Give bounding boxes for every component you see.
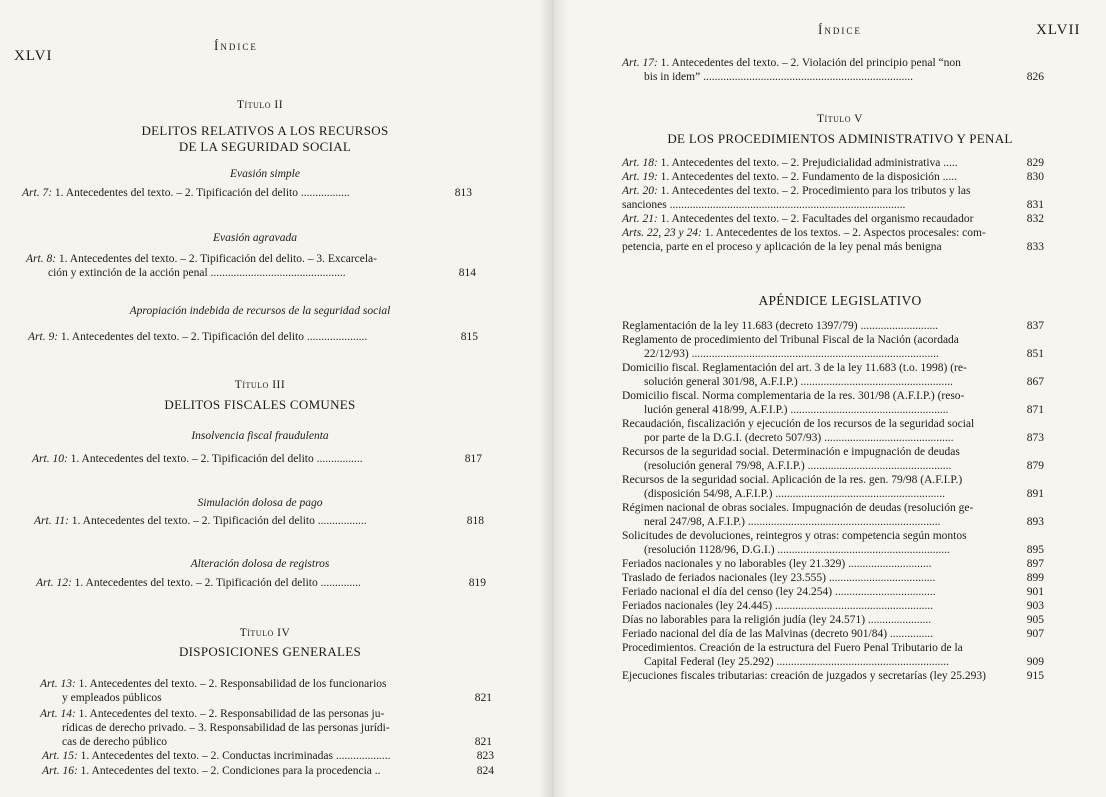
titulo-ii-heading: DELITOS RELATIVOS A LOS RECURSOS DE LA SEGURIDAD SOCIAL (141, 123, 389, 154)
apendice-entry-cont (622, 431, 1044, 445)
apendice-entry-text: (disposición 54/98, A.F.I.P.) ........................................................... (644, 488, 945, 500)
page-ref: 903 (1026, 600, 1044, 612)
insolvencia-subheading: Insolvencia fiscal fraudulenta (191, 430, 329, 442)
apendice-entry-text: Feriados nacionales (ley 24.445) ....................................................... (622, 600, 934, 612)
titulo-iii-label: Título III (234, 379, 286, 391)
apendice-entry (622, 319, 1044, 333)
titulo-v-heading: DE LOS PROCEDIMIENTOS ADMINISTRATIVO Y PENAL (667, 131, 1013, 146)
apendice-entry (622, 669, 1044, 683)
running-head-right: Índice (818, 22, 862, 37)
page-ref: 824 (476, 765, 494, 777)
page-ref: 826 (1026, 71, 1044, 83)
apendice-entry-text: Días no laborables para la religión judía (ley 24.571) ...................... (622, 614, 932, 626)
apendice-entry (622, 333, 1044, 347)
apendice-entry (622, 501, 1044, 515)
apendice-entry (622, 445, 1044, 459)
page-ref: 915 (1026, 670, 1044, 682)
evasion-simple-subheading: Evasión simple (230, 168, 300, 180)
apendice-list (622, 319, 1044, 683)
apendice-entry-cont (622, 515, 1044, 529)
page-ref: 905 (1026, 614, 1044, 626)
page-ref: 821 (474, 736, 492, 748)
page-ref: 814 (458, 267, 476, 279)
apendice-entry (622, 389, 1044, 403)
page-ref: 821 (474, 692, 492, 704)
titulo-ii-label: Título II (236, 99, 284, 111)
apendice-entry-text: (resolución general 79/98, A.F.I.P.) .................................................. (644, 460, 952, 472)
apendice-entry-text: (resolución 1128/96, D.G.I.) ............................................................ (644, 544, 950, 556)
apendice-entry (622, 585, 1044, 599)
page-number-left: XLVI (14, 48, 53, 64)
page-ref: 830 (1026, 171, 1044, 183)
page-ref: 897 (1026, 558, 1044, 570)
apendice-entry-text: Feriado nacional del día de las Malvinas (decreto 901/84) ............... (622, 628, 934, 640)
toc-entry-art-9: Art. 9: 1. Antecedentes del texto. – 2. Tipificación del delito ..................... 815 (28, 331, 478, 343)
apendice-entry-text: solución general 301/98, A.F.I.P.) ..................................................... (644, 376, 953, 388)
apendice-entry-text: Recaudación, fiscalización y ejecución de los recursos de la seguridad social (622, 418, 975, 430)
apendice-entry (622, 473, 1044, 487)
titulo-v-label: Título V (817, 113, 863, 125)
apendice-entry (622, 613, 1044, 627)
page-ref: 871 (1026, 404, 1044, 416)
toc-entry-art-7: Art. 7: 1. Antecedentes del texto. – 2. Tipificación del delito ................. 813 (22, 187, 472, 199)
toc-entry-art-12: Art. 12: 1. Antecedentes del texto. – 2. Tipificación del delito .............. 819 (36, 577, 486, 589)
apendice-entry-cont (622, 375, 1044, 389)
page-ref: 832 (1026, 213, 1044, 225)
apendice-entry-text: Reglamento de procedimiento del Tribunal Fiscal de la Nación (acordada (622, 334, 959, 346)
page-number-right: XLVII (1036, 22, 1081, 38)
toc-entry-art-8: Art. 8: 1. Antecedentes del texto. – 2. Tipificación del delito. – 3. Excarcela- ción y extinción de la acción penal ............................................... 814 (26, 253, 476, 279)
running-head-left: Índice (214, 38, 258, 53)
apendice-entry (622, 599, 1044, 613)
page-ref: 879 (1026, 460, 1044, 472)
apendice-entry-cont (622, 655, 1044, 669)
toc-entry-art-13: Art. 13: 1. Antecedentes del texto. – 2. Responsabilidad de los funcionarios y empleados públicos 821 (40, 678, 492, 704)
titulo-iii-heading: DELITOS FISCALES COMUNES (164, 397, 356, 412)
apendice-entry-cont (622, 543, 1044, 557)
page-ref: 899 (1026, 572, 1044, 584)
procedimientos-list (622, 156, 1044, 254)
page-ref: 895 (1026, 544, 1044, 556)
apendice-entry-text: Domicilio fiscal. Reglamentación del art. 3 de la ley 11.683 (t.o. 1998) (re- (622, 362, 967, 374)
page-ref: 823 (476, 750, 494, 762)
apendice-entry-cont (622, 347, 1044, 361)
titulo-iv-label: Título IV (239, 627, 291, 639)
simulacion-subheading: Simulación dolosa de pago (197, 497, 323, 509)
page-ref: 831 (1026, 199, 1044, 211)
apendice-entry (622, 417, 1044, 431)
toc-entry-art-19: Art. 19: 1. Antecedentes del texto. – 2. Fundamento de la disposición ..... 830 (622, 171, 1044, 183)
apendice-entry-text: Domicilio fiscal. Norma complementaria de la res. 301/98 (A.F.I.P.) (reso- (622, 390, 965, 402)
toc-entry-art-14: Art. 14: 1. Antecedentes del texto. – 2. Responsabilidad de las personas ju- rídicas de derecho privado. – 3. Responsabilidad de las personas jurídi- cas de derecho público 821 (40, 708, 492, 748)
apendice-entry-text: Recursos de la seguridad social. Determinación e impugnación de deudas (622, 446, 960, 458)
alteracion-subheading: Alteración dolosa de registros (190, 558, 330, 570)
page-ref: 867 (1026, 376, 1044, 388)
page-ref: 813 (454, 187, 472, 199)
toc-entry-art-18: Art. 18: 1. Antecedentes del texto. – 2. Prejudicialidad administrativa ..... 829 (622, 157, 1044, 169)
toc-entry-art-20: Art. 20: 1. Antecedentes del texto. – 2. Procedimiento para los tributos y las (622, 185, 971, 197)
apendice-heading: APÉNDICE LEGISLATIVO (758, 293, 922, 308)
apendice-entry (622, 557, 1044, 571)
apendice-entry-text: Procedimientos. Creación de la estructura del Fuero Penal Tributario de la (622, 642, 963, 654)
page-ref: 818 (466, 515, 484, 527)
toc-entry-art-16: Art. 16: 1. Antecedentes del texto. – 2. Condiciones para la procedencia .. 824 (42, 765, 494, 777)
toc-entry-arts-22-24: Arts. 22, 23 y 24: 1. Antecedentes de los textos. – 2. Aspectos procesales: com- (622, 227, 986, 239)
page-ref: 815 (460, 331, 478, 343)
apropiacion-subheading: Apropiación indebida de recursos de la seguridad social (129, 305, 391, 317)
apendice-entry (622, 627, 1044, 641)
page-ref: 907 (1026, 628, 1044, 640)
apendice-entry-text: por parte de la D.G.I. (decreto 507/93) ............................................. (644, 432, 954, 444)
page-ref: 873 (1026, 432, 1044, 444)
apendice-entry-text: Feriado nacional el día del censo (ley 24.254) ................................... (622, 586, 936, 598)
apendice-entry-cont (622, 403, 1044, 417)
page-ref: 829 (1026, 157, 1044, 169)
page-ref: 893 (1026, 516, 1044, 528)
apendice-entry-text: Solicitudes de devoluciones, reintegros y otras: competencia según montos (622, 530, 967, 542)
apendice-entry (622, 641, 1044, 655)
page-ref: 837 (1026, 320, 1044, 332)
toc-entry-art-15: Art. 15: 1. Antecedentes del texto. – 2. Conductas incriminadas ................... 823 (42, 750, 494, 762)
page-ref: 901 (1026, 586, 1044, 598)
titulo-iv-heading: DISPOSICIONES GENERALES (178, 644, 362, 659)
page-ref: 851 (1026, 348, 1044, 360)
page-ref: 833 (1026, 241, 1044, 253)
toc-entry-arts-22-24-cont: petencia, parte en el proceso y aplicación de la ley penal más benigna 833 (622, 241, 1044, 253)
apendice-entry-text: lución general 418/99, A.F.I.P.) ....................................................... (644, 404, 949, 416)
apendice-entry-text: Reglamentación de la ley 11.683 (decreto 1397/79) ........................... (622, 320, 939, 332)
apendice-entry-text: Feriados nacionales y no laborables (ley 21.329) ............................. (622, 558, 932, 570)
page-ref: 819 (468, 577, 486, 589)
apendice-entry-text: neral 247/98, A.F.I.P.) ................................................................... (644, 516, 941, 528)
page-ref: 817 (464, 453, 482, 465)
apendice-entry-text: Recursos de la seguridad social. Aplicación de la res. gen. 79/98 (A.F.I.P.) (622, 474, 963, 486)
toc-entry-art-17: Art. 17: 1. Antecedentes del texto. – 2. Violación del principio penal “non bis in idem” ......................................................................... 826 (622, 57, 1044, 83)
toc-entry-art-20-cont: sanciones .................................................................................. 831 (622, 199, 1044, 211)
apendice-entry-cont (622, 459, 1044, 473)
apendice-entry (622, 571, 1044, 585)
apendice-entry-text: Capital Federal (ley 25.292) ............................................................ (644, 656, 950, 668)
page-ref: 909 (1026, 656, 1044, 668)
apendice-entry-text: Ejecuciones fiscales tributarias: creación de juzgados y secretarías (ley 25.293) (622, 670, 987, 682)
apendice-entry-text: Régimen nacional de obras sociales. Impugnación de deudas (resolución ge- (622, 502, 974, 514)
apendice-entry (622, 361, 1044, 375)
apendice-entry-text: Traslado de feriados nacionales (ley 23.555) ..................................... (622, 572, 936, 584)
toc-entry-art-21: Art. 21: 1. Antecedentes del texto. – 2. Facultades del organismo recaudador 832 (622, 213, 1044, 225)
page-ref: 891 (1026, 488, 1044, 500)
toc-entry-art-10: Art. 10: 1. Antecedentes del texto. – 2. Tipificación del delito ................ 817 (32, 453, 482, 465)
apendice-entry (622, 529, 1044, 543)
toc-entry-art-11: Art. 11: 1. Antecedentes del texto. – 2. Tipificación del delito ................. 818 (34, 515, 484, 527)
apendice-entry-cont (622, 487, 1044, 501)
apendice-entry-text: 22/12/93) ...................................................................................... (644, 348, 939, 360)
evasion-agravada-subheading: Evasión agravada (212, 232, 297, 244)
